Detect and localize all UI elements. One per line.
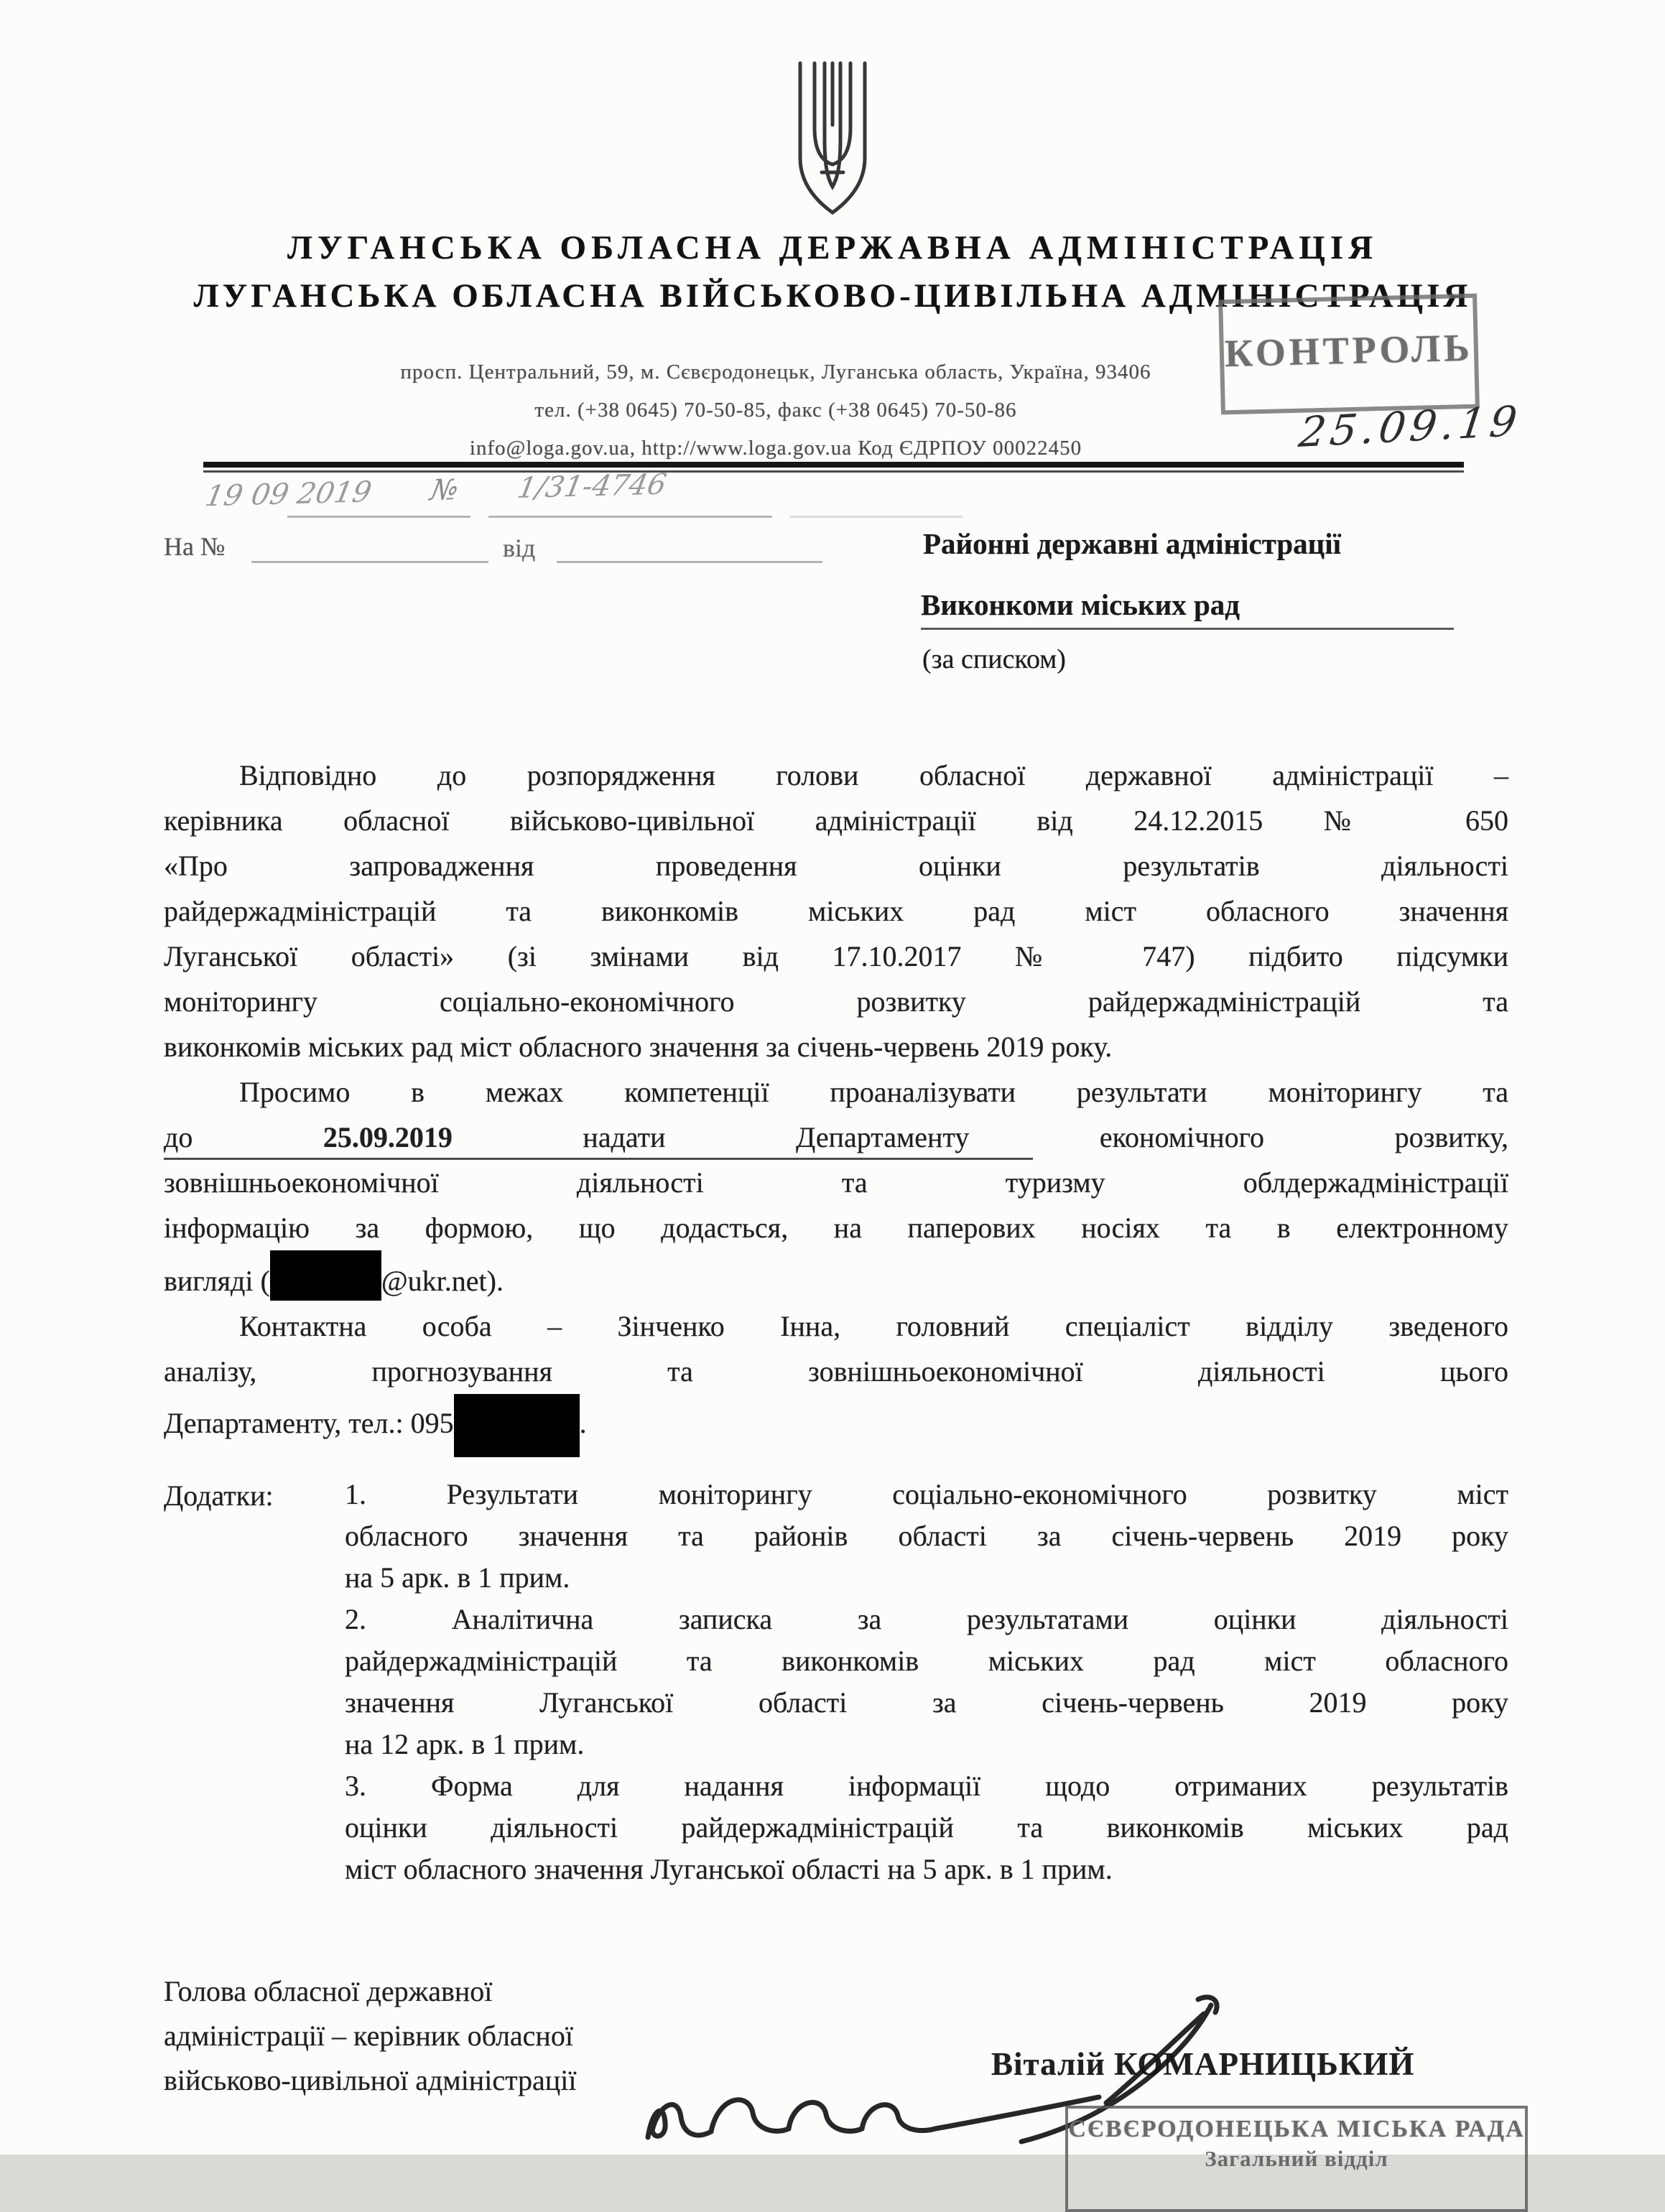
line-after-redaction: . [579, 1407, 587, 1439]
outgoing-date: 19 09 2019 [203, 475, 374, 514]
text-line: Просимо в межах компетенції проаналізувати результати моніторингу та [239, 1076, 1508, 1108]
text-line: 2. Аналітична записка за результатами оцінки діяльності [345, 1603, 1508, 1635]
ref-underline [790, 516, 963, 518]
address-block [180, 353, 1372, 468]
incoming-registration-stamp [1065, 2106, 1528, 2212]
text-line: міст обласного значення Луганської області на 5 арк. в 1 прим. [345, 1853, 1113, 1885]
text-line: 3. Форма для надання інформації щодо отриманих результатів [345, 1770, 1508, 1802]
reply-ref-vid: від [503, 534, 536, 562]
bottom-stamp-line1: СЄВЄРОДОНЕЦЬКА МІСЬКА РАДА [1068, 2116, 1525, 2142]
deadline-date: 25.09.2019 [323, 1121, 453, 1153]
no-sign: № [427, 473, 462, 508]
text-line [164, 1250, 1508, 1304]
outgoing-number: 1/31-4746 [514, 468, 669, 506]
body-paragraph-1 [164, 753, 1508, 1069]
text-line: райдержадміністрацій та виконкомів міських рад міст обласного значення [164, 895, 1508, 927]
line-before-redaction: Департаменту, тел.: 095 [164, 1407, 454, 1439]
ref-underline [287, 516, 470, 518]
text-line: Голова обласної державної [164, 1975, 493, 2007]
reply-ref-label: На № [164, 532, 226, 561]
org-name-line2: ЛУГАНСЬКА ОБЛАСНА ВІЙСЬКОВО-ЦИВІЛЬНА АДМІНІСТРАЦІЯ [193, 277, 1472, 315]
text-line: керівника обласної військово-цивільної адміністрації від 24.12.2015 № 650 [164, 804, 1508, 837]
attachments-label: Додатки: [164, 1479, 274, 1512]
text-line: на 5 арк. в 1 прим. [345, 1561, 570, 1594]
text-line: оцінки діяльності райдержадміністрацій та виконкомів міських рад [345, 1811, 1508, 1844]
header-rule-thin [203, 470, 1464, 473]
letter-body [164, 753, 1508, 1457]
word-do: до [164, 1121, 193, 1153]
text-line: моніторингу соціально-економічного розвитку райдержадміністрацій та [164, 985, 1508, 1018]
address-line: тел. (+38 0645) 70-50-85, факс (+38 0645) 70-50-86 [534, 399, 1017, 422]
address-line: просп. Центральний, 59, м. Сєвєродонецьк, Луганська область, Україна, 93406 [400, 361, 1151, 384]
address-line: info@loga.gov.ua, http://www.loga.gov.ua Код ЄДРПОУ 00022450 [469, 437, 1082, 460]
signer-name: Віталій КОМАРНИЦЬКИЙ [991, 2046, 1415, 2082]
redaction-box-phone [454, 1394, 580, 1457]
text-line: райдержадміністрацій та виконкомів міських рад міст обласного [345, 1645, 1508, 1677]
line-rest: надати Департаменту економічного розвитку, [583, 1121, 1509, 1153]
attachment-item-3 [345, 1765, 1508, 1890]
recipient-line2: Виконкоми міських рад [921, 587, 1454, 630]
text-line: Контактна особа – Зінченко Інна, головний спеціаліст відділу зведеного [239, 1310, 1508, 1342]
org-name-line1: ЛУГАНСЬКА ОБЛАСНА ДЕРЖАВНА АДМІНІСТРАЦІЯ [287, 229, 1378, 266]
attachments-section [164, 1474, 1508, 1890]
deadline-underline [164, 1158, 1033, 1160]
text-line: на 12 арк. в 1 прим. [345, 1728, 585, 1760]
signer-title [164, 1969, 576, 2103]
text-line: інформацію за формою, що додасться, на паперових носіях та в електронному [164, 1212, 1508, 1244]
text-line: військово-цивільної адміністрації [164, 2064, 577, 2096]
ref-underline [557, 561, 822, 563]
bottom-stamp-line2: Загальний відділ [1205, 2146, 1388, 2171]
line-after-redaction: @ukr.net). [381, 1265, 504, 1297]
attachment-item-2 [345, 1599, 1508, 1765]
text-line: адміністрації – керівник обласної [164, 2020, 573, 2052]
outgoing-ref-handwritten [203, 468, 669, 514]
control-stamp: КОНТРОЛЬ [1218, 294, 1480, 415]
text-line [164, 1394, 1508, 1457]
text-line: Відповідно до розпорядження голови обласної державної адміністрації – [239, 759, 1508, 791]
text-line: 1. Результати моніторингу соціально-економічного розвитку міст [345, 1478, 1508, 1510]
text-line: зовнішньоекономічної діяльності та туризму облдержадміністрації [164, 1166, 1508, 1199]
line-before-redaction: вигляді ( [164, 1265, 270, 1297]
text-line: обласного значення та районів області за січень-червень 2019 року [345, 1520, 1508, 1552]
text-line [164, 1115, 1508, 1160]
recipient-line3: (за списком) [922, 644, 1066, 674]
text-line: значення Луганської області за січень-червень 2019 року [345, 1686, 1508, 1719]
ref-underline [251, 561, 488, 563]
recipient-line1: Районні державні адміністрації [923, 527, 1342, 560]
text-line: Луганської області» (зі змінами від 17.10.2017 № 747) підбито підсумки [164, 940, 1508, 972]
text-line: виконкомів міських рад міст обласного значення за січень-червень 2019 року. [164, 1031, 1113, 1063]
ref-underline [488, 516, 772, 518]
redaction-box-email [270, 1250, 381, 1301]
header-rule [203, 462, 1464, 468]
ukraine-tryzub-icon [790, 59, 875, 218]
attachment-item-1 [345, 1474, 1508, 1599]
handwritten-control-date: 25.09.19 [1296, 396, 1524, 457]
text-line: аналізу, прогнозування та зовнішньоекономічної діяльності цього [164, 1355, 1508, 1388]
text-line: «Про запровадження проведення оцінки результатів діяльності [164, 850, 1508, 882]
